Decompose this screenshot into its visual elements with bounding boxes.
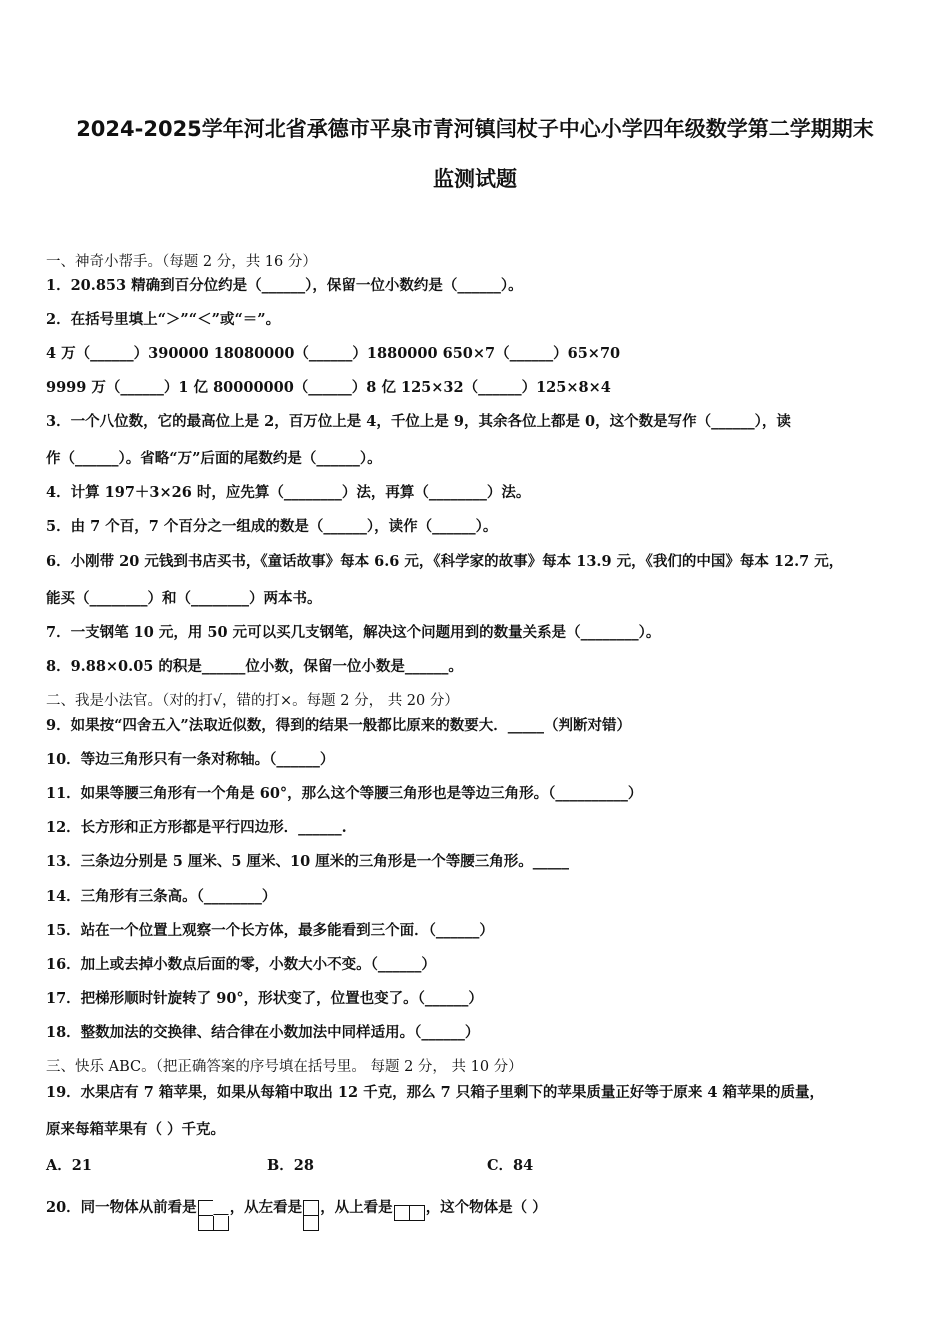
question-6-line-1: 6．小刚带 20 元钱到书店买书，《童话故事》每本 6.6 元，《科学家的故事》每本 13.9 元，《我们的中国》每本 12.7 元， [46,553,844,570]
question-19-line-2: 原来每箱苹果有（ ）千克。 [46,1121,226,1138]
question-2-row-b: 9999 万（______）1 亿 80000000（______）8 亿 125×32（______）125×8×4 [46,379,611,396]
question-20-front-label: 20．同一物体从前看是 [46,1199,197,1216]
question-7: 7．一支钢笔 10 元，用 50 元可以买几支钢笔，解决这个问题用到的数量关系是（________）。 [46,624,661,641]
question-20-answer-label: ，这个物体是（ ） [425,1199,547,1216]
question-11: 11．如果等腰三角形有一个角是 60°，那么这个等腰三角形也是等边三角形。（__________） [46,785,643,802]
question-18: 18．整数加法的交换律、结合律在小数加法中同样适用。（______） [46,1024,480,1041]
question-2-row-a: 4 万（______）390000 18080000（______）1880000 650×7（______）65×70 [46,345,621,362]
question-2: 2．在括号里填上“＞”“＜”或“＝”。 [46,311,281,328]
question-16: 16．加上或去掉小数点后面的零，小数大小不变。（______） [46,956,436,973]
page-title-line-1: 2024-2025学年河北省承德市平泉市青河镇闫杖子中心小学四年级数学第二学期期末 [76,117,874,141]
question-17: 17．把梯形顺时针旋转了 90°，形状变了，位置也变了。（______） [46,990,483,1007]
question-3-line-2: 作（______）。省略“万”后面的尾数约是（______）。 [46,450,382,467]
question-12: 12．长方形和正方形都是平行四边形．______. [46,819,347,836]
left-view-figure [303,1200,319,1231]
question-19-line-1: 19．水果店有 7 箱苹果，如果从每箱中取出 12 千克，那么 7 只箱子里剩下的苹果质量正好等于原来 4 箱苹果的质量， [46,1084,825,1101]
section-heading-2: 二、我是小法官。（对的打√，错的打×。每题 2 分， 共 20 分） [46,693,459,709]
top-view-figure [394,1201,425,1221]
option-b: B．28 [267,1157,314,1174]
front-view-figure [198,1200,229,1231]
option-c: C．84 [487,1157,534,1174]
question-3-line-1: 3．一个八位数，它的最高位上是 2，百万位上是 4，千位上是 9，其余各位上都是 0，这个数是写作（______），读 [46,413,791,430]
question-14: 14．三角形有三条高。（________） [46,888,277,905]
question-10: 10．等边三角形只有一条对称轴。（______） [46,751,335,768]
question-5: 5．由 7 个百，7 个百分之一组成的数是（______），读作（______）。 [46,518,498,535]
page-title-line-2: 监测试题 [433,167,517,191]
section-heading-3: 三、快乐 ABC。（把正确答案的序号填在括号里。 每题 2 分， 共 10 分） [46,1059,523,1075]
question-4: 4．计算 197＋3×26 时，应先算（________）法，再算（________）法。 [46,484,531,501]
question-6-line-2: 能买（________）和（________）两本书。 [46,590,322,607]
question-9: 9．如果按“四舍五入”法取近似数，得到的结果一般都比原来的数要大．_____（判断对错） [46,717,632,734]
question-20-top-label: ，从上看是 [320,1199,393,1216]
question-8: 8．9.88×0.05 的积是______位小数，保留一位小数是______。 [46,658,463,675]
question-20-left-label: ，从左看是 [229,1199,303,1216]
question-20 [46,1198,910,1231]
question-1: 1．20.853 精确到百分位约是（______），保留一位小数约是（______）。 [46,277,523,294]
option-a: A．21 [46,1157,92,1174]
section-heading-1: 一、神奇小帮手。（每题 2 分，共 16 分） [46,254,317,270]
question-15: 15．站在一个位置上观察一个长方体，最多能看到三个面．（______） [46,922,494,939]
question-13: 13．三条边分别是 5 厘米、5 厘米、10 厘米的三角形是一个等腰三角形。_____ [46,853,569,870]
